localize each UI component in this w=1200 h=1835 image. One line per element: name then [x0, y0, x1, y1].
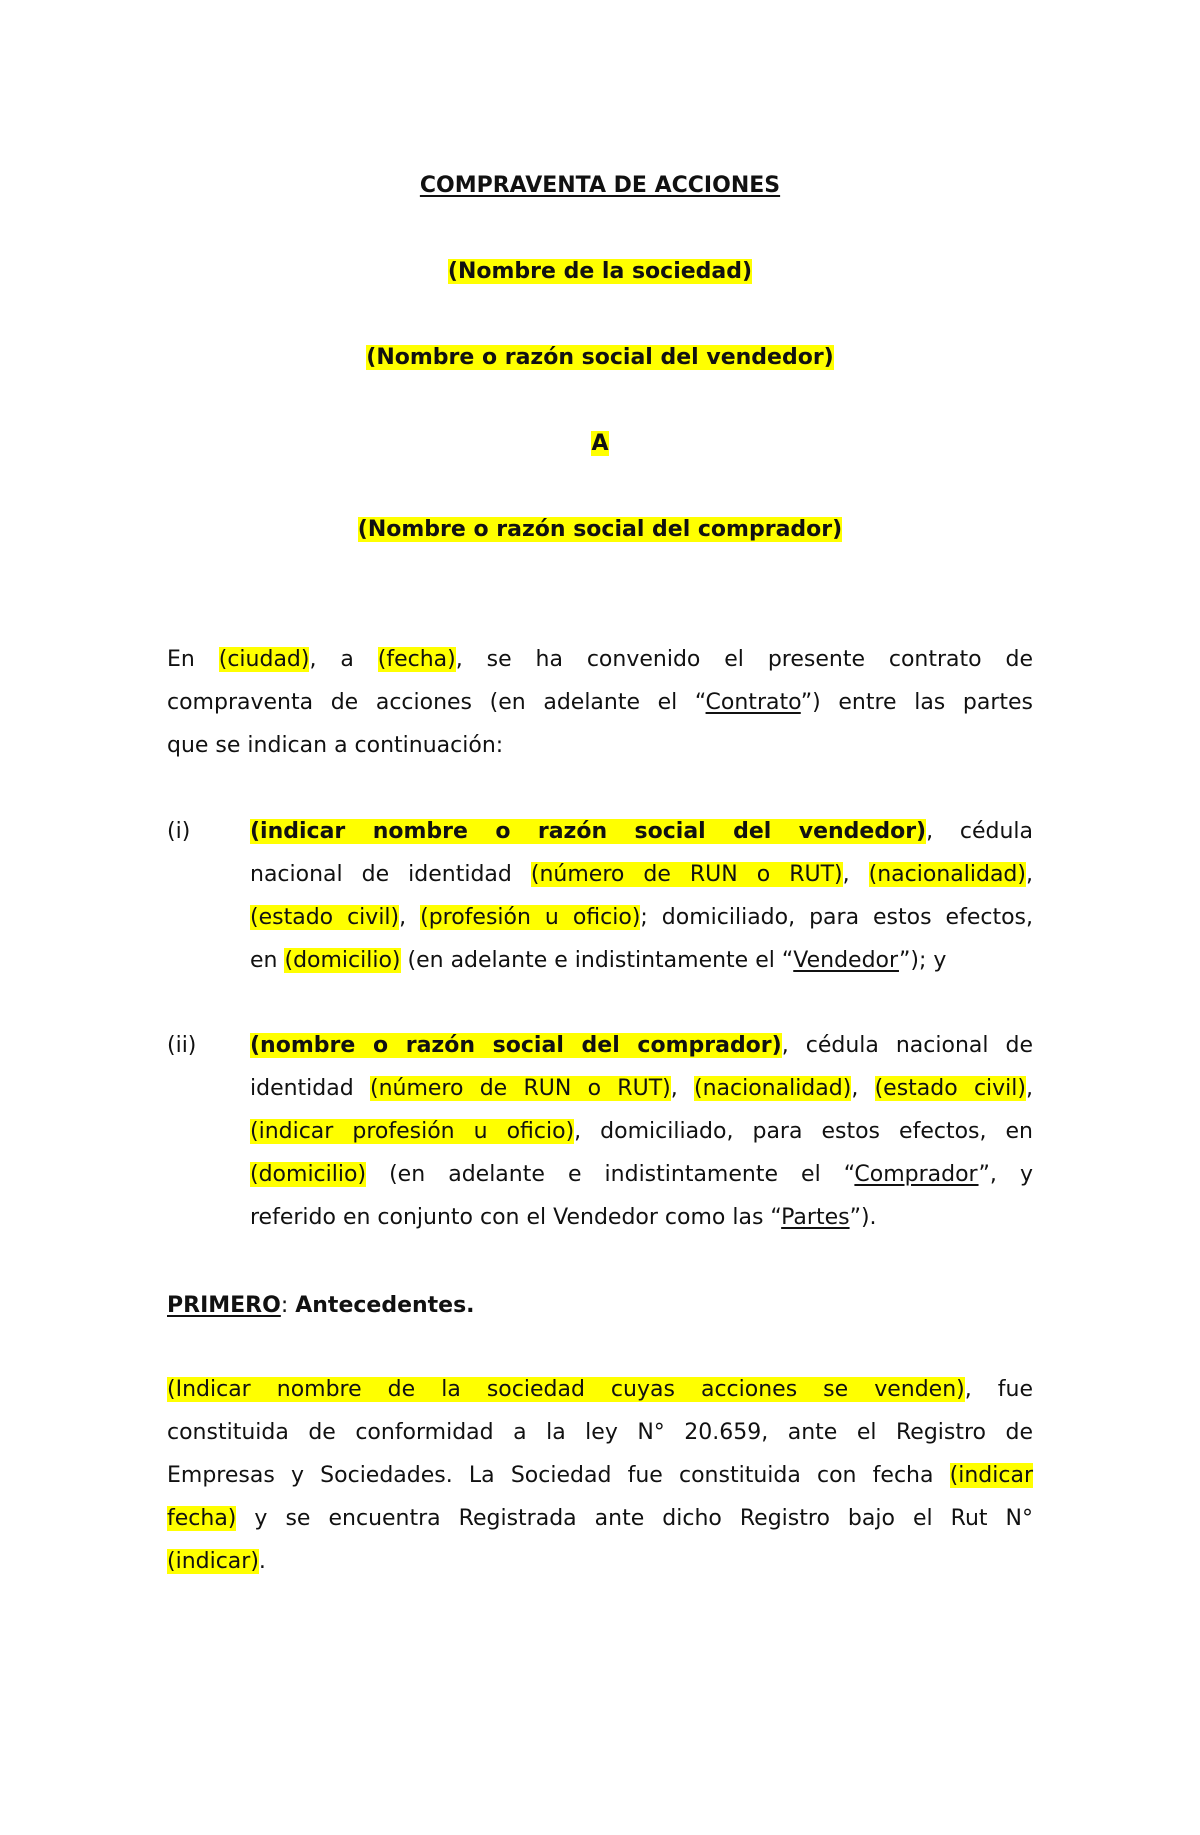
intro-text: ”) entre las partes: [800, 690, 1033, 715]
party-text: ,: [842, 862, 869, 887]
antecedentes-text: , fue: [964, 1377, 1033, 1402]
incorporation-date-placeholder: (indicar: [949, 1463, 1033, 1488]
party-i-line-2: [250, 853, 1033, 896]
party-text: ,: [399, 905, 421, 930]
rut-placeholder: (indicar): [167, 1549, 259, 1574]
section-number: PRIMERO: [167, 1293, 281, 1318]
party-text: ”, y: [978, 1162, 1034, 1187]
defined-term-vendedor: Vendedor: [793, 948, 899, 973]
antecedentes-text: .: [258, 1549, 266, 1574]
party-text: ”).: [849, 1205, 877, 1230]
buyer-profession-placeholder: (indicar profesión u oficio): [250, 1119, 575, 1144]
seller-nationality-placeholder: (nacionalidad): [868, 862, 1026, 887]
buyer-name-field: (nombre o razón social del comprador): [250, 1033, 782, 1058]
date-placeholder: (fecha): [377, 647, 456, 672]
document-title: [0, 170, 1200, 202]
party-ii-paragraph: [250, 1024, 1033, 1239]
antecedentes-line-3: [167, 1454, 1033, 1497]
connector-text: A: [591, 431, 609, 456]
party-text: identidad: [250, 1076, 370, 1101]
party-ii-label: (ii): [167, 1033, 197, 1058]
party-text: , domiciliado, para estos efectos, en: [574, 1119, 1033, 1144]
party-text: (en adelante e indistintamente el “: [366, 1162, 855, 1187]
party-text: , cédula nacional de: [781, 1033, 1033, 1058]
party-i-paragraph: [250, 810, 1033, 982]
party-text: nacional de identidad: [250, 862, 531, 887]
intro-text: , se ha convenido el presente contrato de: [455, 647, 1034, 672]
buyer-civil-status-placeholder: (estado civil): [874, 1076, 1026, 1101]
company-name-field: (Indicar nombre de la sociedad cuyas acciones se venden): [167, 1377, 965, 1402]
antecedentes-text: constituida de conformidad a la ley N° 20.659, ante el Registro de: [167, 1420, 1033, 1445]
intro-line-3: [167, 724, 1033, 767]
party-text: ; domiciliado, para estos efectos,: [640, 905, 1033, 930]
party-i-label: (i): [167, 819, 191, 844]
connector-a: [0, 428, 1200, 460]
party-ii-line-2: [250, 1067, 1033, 1110]
seller-name-field: (indicar nombre o razón social del vendedor): [250, 819, 927, 844]
party-text: ”); y: [898, 948, 947, 973]
party-ii-line-4: [250, 1153, 1033, 1196]
party-ii-line-1: [250, 1024, 1033, 1067]
party-i-line-3: [250, 896, 1033, 939]
seller-name-placeholder: [0, 342, 1200, 374]
antecedentes-line-2: [167, 1411, 1033, 1454]
city-placeholder: (ciudad): [218, 647, 310, 672]
antecedentes-paragraph: [167, 1368, 1033, 1583]
antecedentes-line-1: [167, 1368, 1033, 1411]
antecedentes-text: y se encuentra Registrada ante dicho Registro bajo el Rut N°: [236, 1506, 1033, 1531]
section-separator: :: [280, 1293, 296, 1318]
seller-civil-status-placeholder: (estado civil): [250, 905, 400, 930]
company-name-text: (Nombre de la sociedad): [447, 259, 753, 284]
seller-address-placeholder: (domicilio): [284, 948, 401, 973]
buyer-address-placeholder: (domicilio): [250, 1162, 367, 1187]
buyer-run-placeholder: (número de RUN o RUT): [369, 1076, 671, 1101]
intro-text: En: [167, 647, 219, 672]
antecedentes-text: Empresas y Sociedades. La Sociedad fue constituida con fecha: [167, 1463, 950, 1488]
buyer-name-text: (Nombre o razón social del comprador): [357, 517, 843, 542]
antecedentes-line-4: [167, 1497, 1033, 1540]
party-text: ,: [1025, 862, 1033, 887]
intro-line-1: [167, 638, 1033, 681]
seller-profession-placeholder: (profesión u oficio): [420, 905, 641, 930]
party-text: ,: [851, 1076, 875, 1101]
intro-text: que se indican a continuación:: [167, 733, 504, 758]
seller-run-placeholder: (número de RUN o RUT): [530, 862, 843, 887]
party-text: referido en conjunto con el Vendedor como las “: [250, 1205, 782, 1230]
buyer-name-placeholder: [0, 514, 1200, 546]
party-text: en: [250, 948, 285, 973]
section-title: Antecedentes.: [295, 1293, 475, 1318]
company-name-placeholder: [0, 256, 1200, 288]
buyer-nationality-placeholder: (nacionalidad): [693, 1076, 852, 1101]
intro-text: compraventa de acciones (en adelante el “: [167, 690, 706, 715]
defined-term-partes: Partes: [781, 1205, 850, 1230]
party-text: , cédula: [926, 819, 1033, 844]
party-text: ,: [1026, 1076, 1033, 1101]
intro-paragraph: [167, 638, 1033, 767]
incorporation-date-placeholder-cont: fecha): [167, 1506, 237, 1531]
party-i-line-4: [250, 939, 1033, 982]
intro-text: , a: [309, 647, 378, 672]
seller-name-text: (Nombre o razón social del vendedor): [366, 345, 834, 370]
party-i-line-1: [250, 810, 1033, 853]
defined-term-comprador: Comprador: [854, 1162, 979, 1187]
defined-term-contrato: Contrato: [705, 690, 801, 715]
party-ii-line-3: [250, 1110, 1033, 1153]
document-title-text: COMPRAVENTA DE ACCIONES: [419, 173, 781, 198]
party-ii-line-5: [250, 1196, 1033, 1239]
intro-line-2: [167, 681, 1033, 724]
antecedentes-line-5: [167, 1540, 1033, 1583]
section-primero-heading: [167, 1290, 475, 1322]
party-text: (en adelante e indistintamente el “: [400, 948, 794, 973]
party-text: ,: [670, 1076, 694, 1101]
